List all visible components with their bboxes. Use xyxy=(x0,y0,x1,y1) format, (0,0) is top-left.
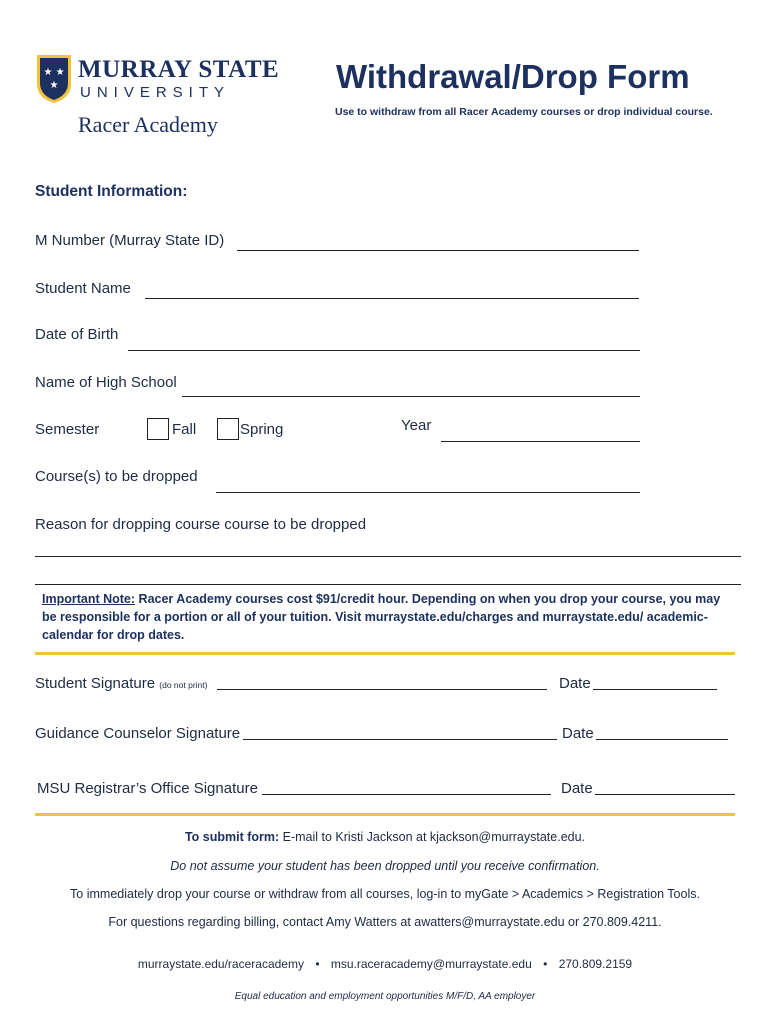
important-note-text: Racer Academy courses cost $91/credit hour. Depending on when you drop your course, you may be responsible for a portion or all of your tuition. Visit murraystate.edu/charges and murraystate.edu/ academic-calendar for drop dates. xyxy=(42,592,721,642)
semester-label: Semester xyxy=(35,421,100,438)
important-note-label: Important Note: xyxy=(42,592,136,606)
program-name: Racer Academy xyxy=(78,112,218,137)
submit-instructions xyxy=(0,830,770,844)
reason-field-line-2[interactable] xyxy=(35,584,741,585)
bullet-2: • xyxy=(543,957,548,971)
student-date-field[interactable] xyxy=(593,689,717,690)
reason-field-line-1[interactable] xyxy=(35,556,741,557)
svg-text:★ ★: ★ ★ xyxy=(43,67,65,78)
high-school-label: Name of High School xyxy=(35,374,177,391)
year-label: Year xyxy=(401,417,432,434)
year-field[interactable] xyxy=(441,441,640,442)
registrar-date-label: Date xyxy=(561,780,593,797)
m-number-label: M Number (Murray State ID) xyxy=(35,232,225,249)
courses-field[interactable] xyxy=(216,492,640,493)
do-not-print-note: (do not print) xyxy=(159,680,208,690)
courses-label: Course(s) to be dropped xyxy=(35,468,198,485)
dob-field[interactable] xyxy=(128,350,640,351)
spring-checkbox[interactable] xyxy=(217,418,239,440)
contact-line xyxy=(0,957,770,971)
student-signature-field[interactable] xyxy=(217,689,547,690)
m-number-field[interactable] xyxy=(237,250,639,251)
phone-number: 270.809.2159 xyxy=(558,957,633,971)
university-subname: UNIVERSITY xyxy=(80,84,231,101)
email-link[interactable]: msu.raceracademy@murraystate.edu xyxy=(330,957,532,971)
counselor-signature-field[interactable] xyxy=(243,739,557,740)
counselor-date-field[interactable] xyxy=(596,739,728,740)
billing-text: For questions regarding billing, contact Amy Watters at awatters@murraystate.edu or 270.809.4211. xyxy=(108,915,662,929)
student-signature-label: Student Signature (do not print) xyxy=(35,675,208,692)
important-note xyxy=(42,590,732,644)
form-subtitle: Use to withdraw from all Racer Academy courses or drop individual course. xyxy=(335,106,713,118)
form-title: Withdrawal/Drop Form xyxy=(336,58,690,95)
section-heading: Student Information: xyxy=(35,183,188,200)
eeo-statement: Equal education and employment opportunities M/F/D, AA employer xyxy=(234,991,536,1002)
fall-label: Fall xyxy=(172,421,197,438)
warning-text: Do not assume your student has been dropped until you receive confirmation. xyxy=(170,859,600,873)
spring-label: Spring xyxy=(240,421,284,438)
svg-text:★: ★ xyxy=(49,80,59,91)
reason-label: Reason for dropping course course to be dropped xyxy=(35,516,367,533)
bullet-1: • xyxy=(315,957,320,971)
high-school-field[interactable] xyxy=(182,396,640,397)
registrar-signature-field[interactable] xyxy=(262,794,551,795)
student-date-label: Date xyxy=(559,675,591,692)
fall-checkbox[interactable] xyxy=(147,418,169,440)
student-name-label: Student Name xyxy=(35,280,131,297)
dob-label: Date of Birth xyxy=(35,326,119,343)
divider-bottom xyxy=(35,813,735,816)
registrar-date-field[interactable] xyxy=(595,794,735,795)
immediate-drop-text: To immediately drop your course or withdraw from all courses, log-in to myGate > Academics > Registration Tools. xyxy=(70,887,700,901)
university-name: MURRAY STATE xyxy=(78,56,280,83)
submit-text: E-mail to Kristi Jackson at kjackson@murraystate.edu. xyxy=(282,830,586,844)
counselor-date-label: Date xyxy=(562,725,594,742)
student-name-field[interactable] xyxy=(145,298,639,299)
submit-label: To submit form: xyxy=(184,830,280,844)
counselor-signature-label: Guidance Counselor Signature xyxy=(35,725,241,742)
divider-top xyxy=(35,652,735,655)
website-link[interactable]: murraystate.edu/raceracademy xyxy=(137,957,304,971)
university-shield-logo xyxy=(36,54,72,104)
registrar-signature-label: MSU Registrar’s Office Signature xyxy=(37,780,258,797)
